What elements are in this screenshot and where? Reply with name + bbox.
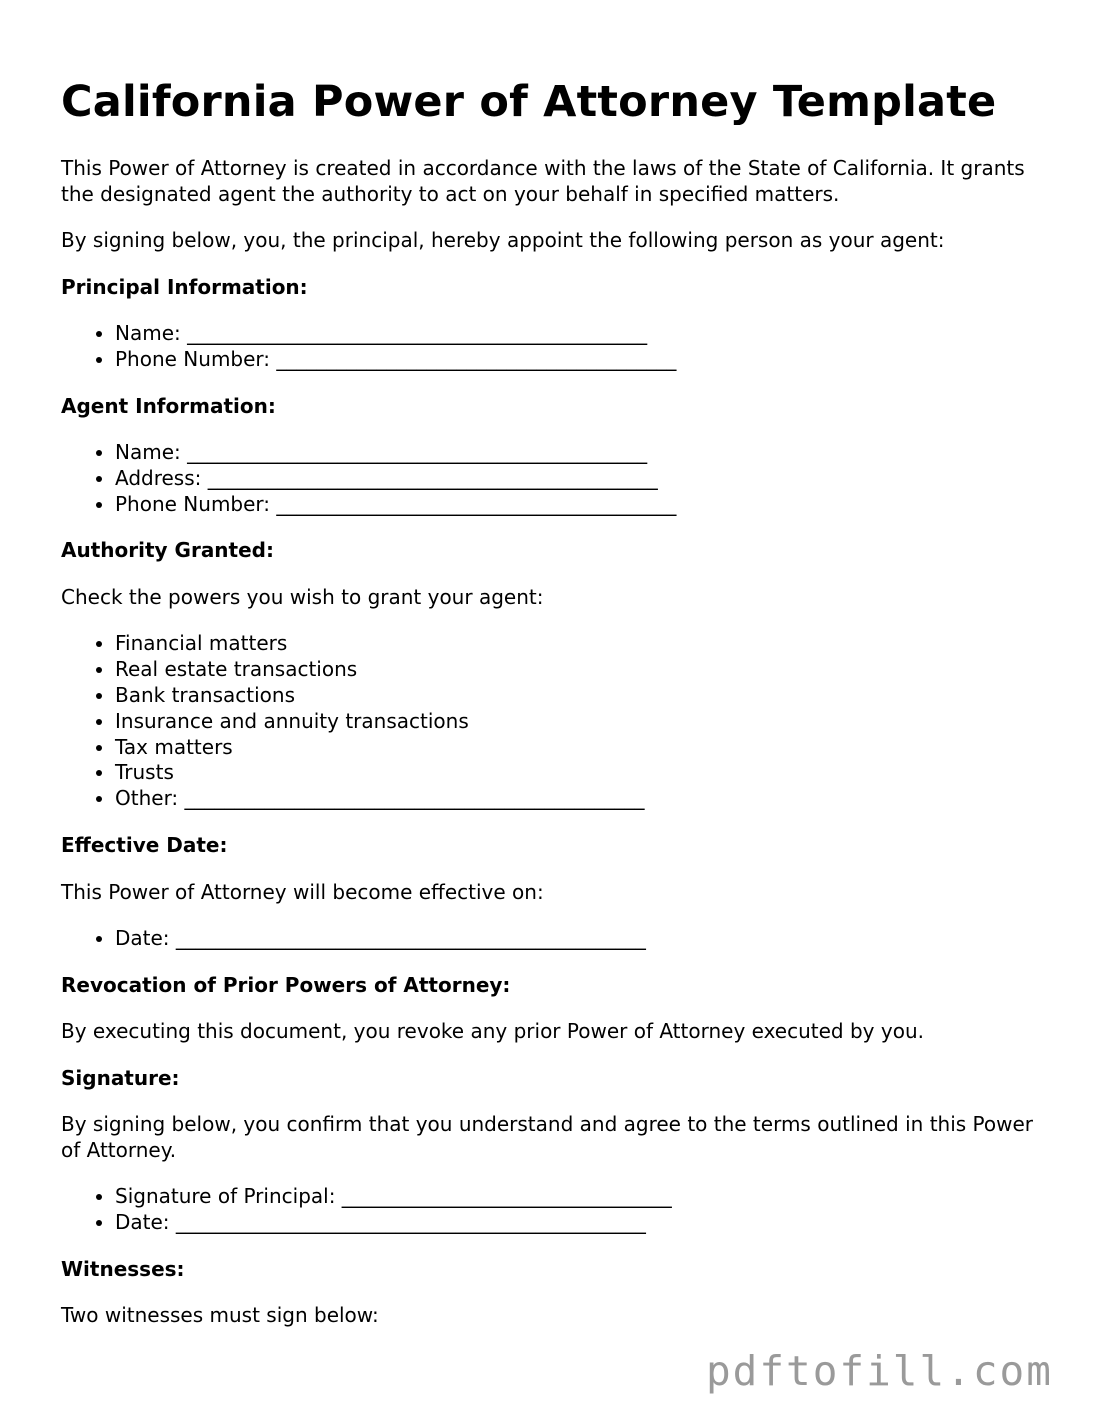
witnesses-heading: Witnesses:	[61, 1256, 185, 1281]
revocation-text: By executing this document, you revoke any prior Power of Attorney executed by you.	[61, 1019, 924, 1044]
principal-heading: Principal Information:	[61, 274, 308, 299]
effective-heading: Effective Date:	[61, 833, 228, 858]
effective-text: This Power of Attorney will become effective on:	[61, 879, 544, 904]
authority-item-other-field[interactable]: • Other: ______________________________________________	[115, 786, 1041, 812]
authority-item-financial: • Financial matters	[115, 631, 1041, 657]
agent-address-field[interactable]: • Address: _____________________________________________	[115, 466, 1041, 492]
signature-list	[61, 1184, 1041, 1236]
watermark: pdftofill.com	[706, 1347, 1053, 1395]
principal-signature-field[interactable]: • Signature of Principal: _________________________________	[115, 1184, 1041, 1210]
principal-phone-field[interactable]: • Phone Number: ________________________________________	[115, 347, 1041, 373]
appoint-paragraph: By signing below, you, the principal, hereby appoint the following person as your agent:	[61, 228, 945, 252]
effective-date-field[interactable]: • Date: _______________________________________________	[115, 926, 1041, 952]
principal-name-field[interactable]: • Name: ______________________________________________	[115, 321, 1041, 347]
signature-heading: Signature:	[61, 1065, 180, 1090]
authority-item-insurance: • Insurance and annuity transactions	[115, 709, 1041, 735]
intro-paragraph: This Power of Attorney is created in accordance with the laws of the State of California. It grants the designated agent the authority to act on your behalf in specified matters.	[61, 156, 1025, 206]
authority-item-trusts: • Trusts	[115, 760, 1041, 786]
authority-item-real-estate: • Real estate transactions	[115, 657, 1041, 683]
authority-heading: Authority Granted:	[61, 538, 274, 563]
agent-name-field[interactable]: • Name: ______________________________________________	[115, 440, 1041, 466]
signature-text: By signing below, you confirm that you understand and agree to the terms outlined in this Power of Attorney.	[61, 1112, 1034, 1162]
principal-list	[61, 321, 1041, 373]
document-page	[61, 72, 1041, 1350]
revocation-heading: Revocation of Prior Powers of Attorney:	[61, 972, 511, 997]
authority-instruction: Check the powers you wish to grant your agent:	[61, 584, 544, 609]
authority-item-bank: • Bank transactions	[115, 683, 1041, 709]
agent-list	[61, 440, 1041, 517]
agent-heading: Agent Information:	[61, 393, 276, 418]
effective-list	[61, 926, 1041, 952]
witnesses-text: Two witnesses must sign below:	[61, 1303, 379, 1328]
agent-phone-field[interactable]: • Phone Number: ________________________________________	[115, 492, 1041, 518]
signature-date-field[interactable]: • Date: _______________________________________________	[115, 1210, 1041, 1236]
authority-list	[61, 631, 1041, 812]
page-title: California Power of Attorney Template	[61, 77, 997, 127]
authority-item-tax: • Tax matters	[115, 735, 1041, 761]
